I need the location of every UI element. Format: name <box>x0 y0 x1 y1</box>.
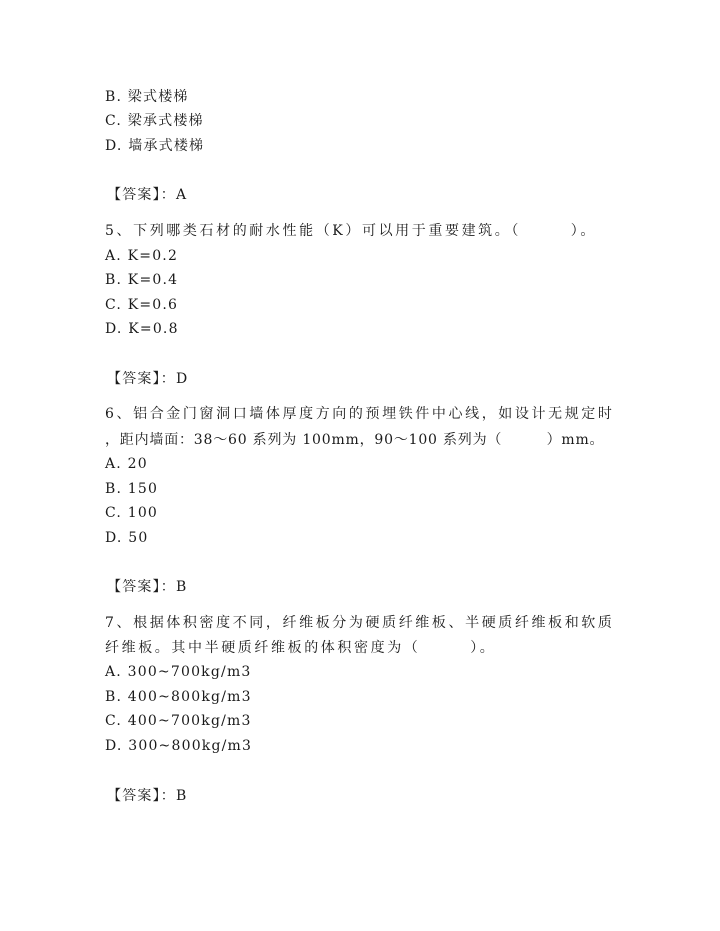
q7-answer: 【答案】：B <box>107 788 188 804</box>
q5-option-b: B. K=0.4 <box>105 272 179 288</box>
q6-option-b: B. 150 <box>105 481 159 497</box>
q7-option-b: B. 400~800kg/m3 <box>105 689 252 705</box>
q5-option-c: C. K=0.6 <box>105 297 179 313</box>
q6-stem-line1: 6、铝合金门窗洞口墙体厚度方向的预埋铁件中心线，如设计无规定时 <box>105 406 615 422</box>
q6-option-a: A. 20 <box>105 456 148 472</box>
q6-stem-line2: ，距内墙面：38～60 系列为 100mm，90～100 系列为（ ）mm。 <box>105 432 605 448</box>
q4-option-d: D. 墙承式楼梯 <box>105 138 205 154</box>
q5-option-a: A. K=0.2 <box>105 248 179 264</box>
q4-option-c: C. 梁承式楼梯 <box>105 113 204 129</box>
q6-option-d: D. 50 <box>105 530 149 546</box>
q7-stem-line2: 纤维板。其中半硬质纤维板的体积密度为（ ）。 <box>105 640 497 656</box>
q7-stem-line1: 7、根据体积密度不同，纤维板分为硬质纤维板、半硬质纤维板和软质 <box>105 615 615 631</box>
q4-answer: 【答案】：A <box>107 187 188 203</box>
q6-answer: 【答案】：B <box>107 579 188 595</box>
q7-option-c: C. 400~700kg/m3 <box>105 713 252 729</box>
q4-option-b: B. 梁式楼梯 <box>105 89 189 105</box>
q5-stem: 5、下列哪类石材的耐水性能（K）可以用于重要建筑。（ ）。 <box>105 223 597 239</box>
q7-option-a: A. 300~700kg/m3 <box>105 664 252 680</box>
q6-option-c: C. 100 <box>105 505 159 521</box>
q5-answer: 【答案】：D <box>107 371 189 387</box>
q5-option-d: D. K=0.8 <box>105 321 179 337</box>
q7-option-d: D. 300~800kg/m3 <box>105 738 253 754</box>
